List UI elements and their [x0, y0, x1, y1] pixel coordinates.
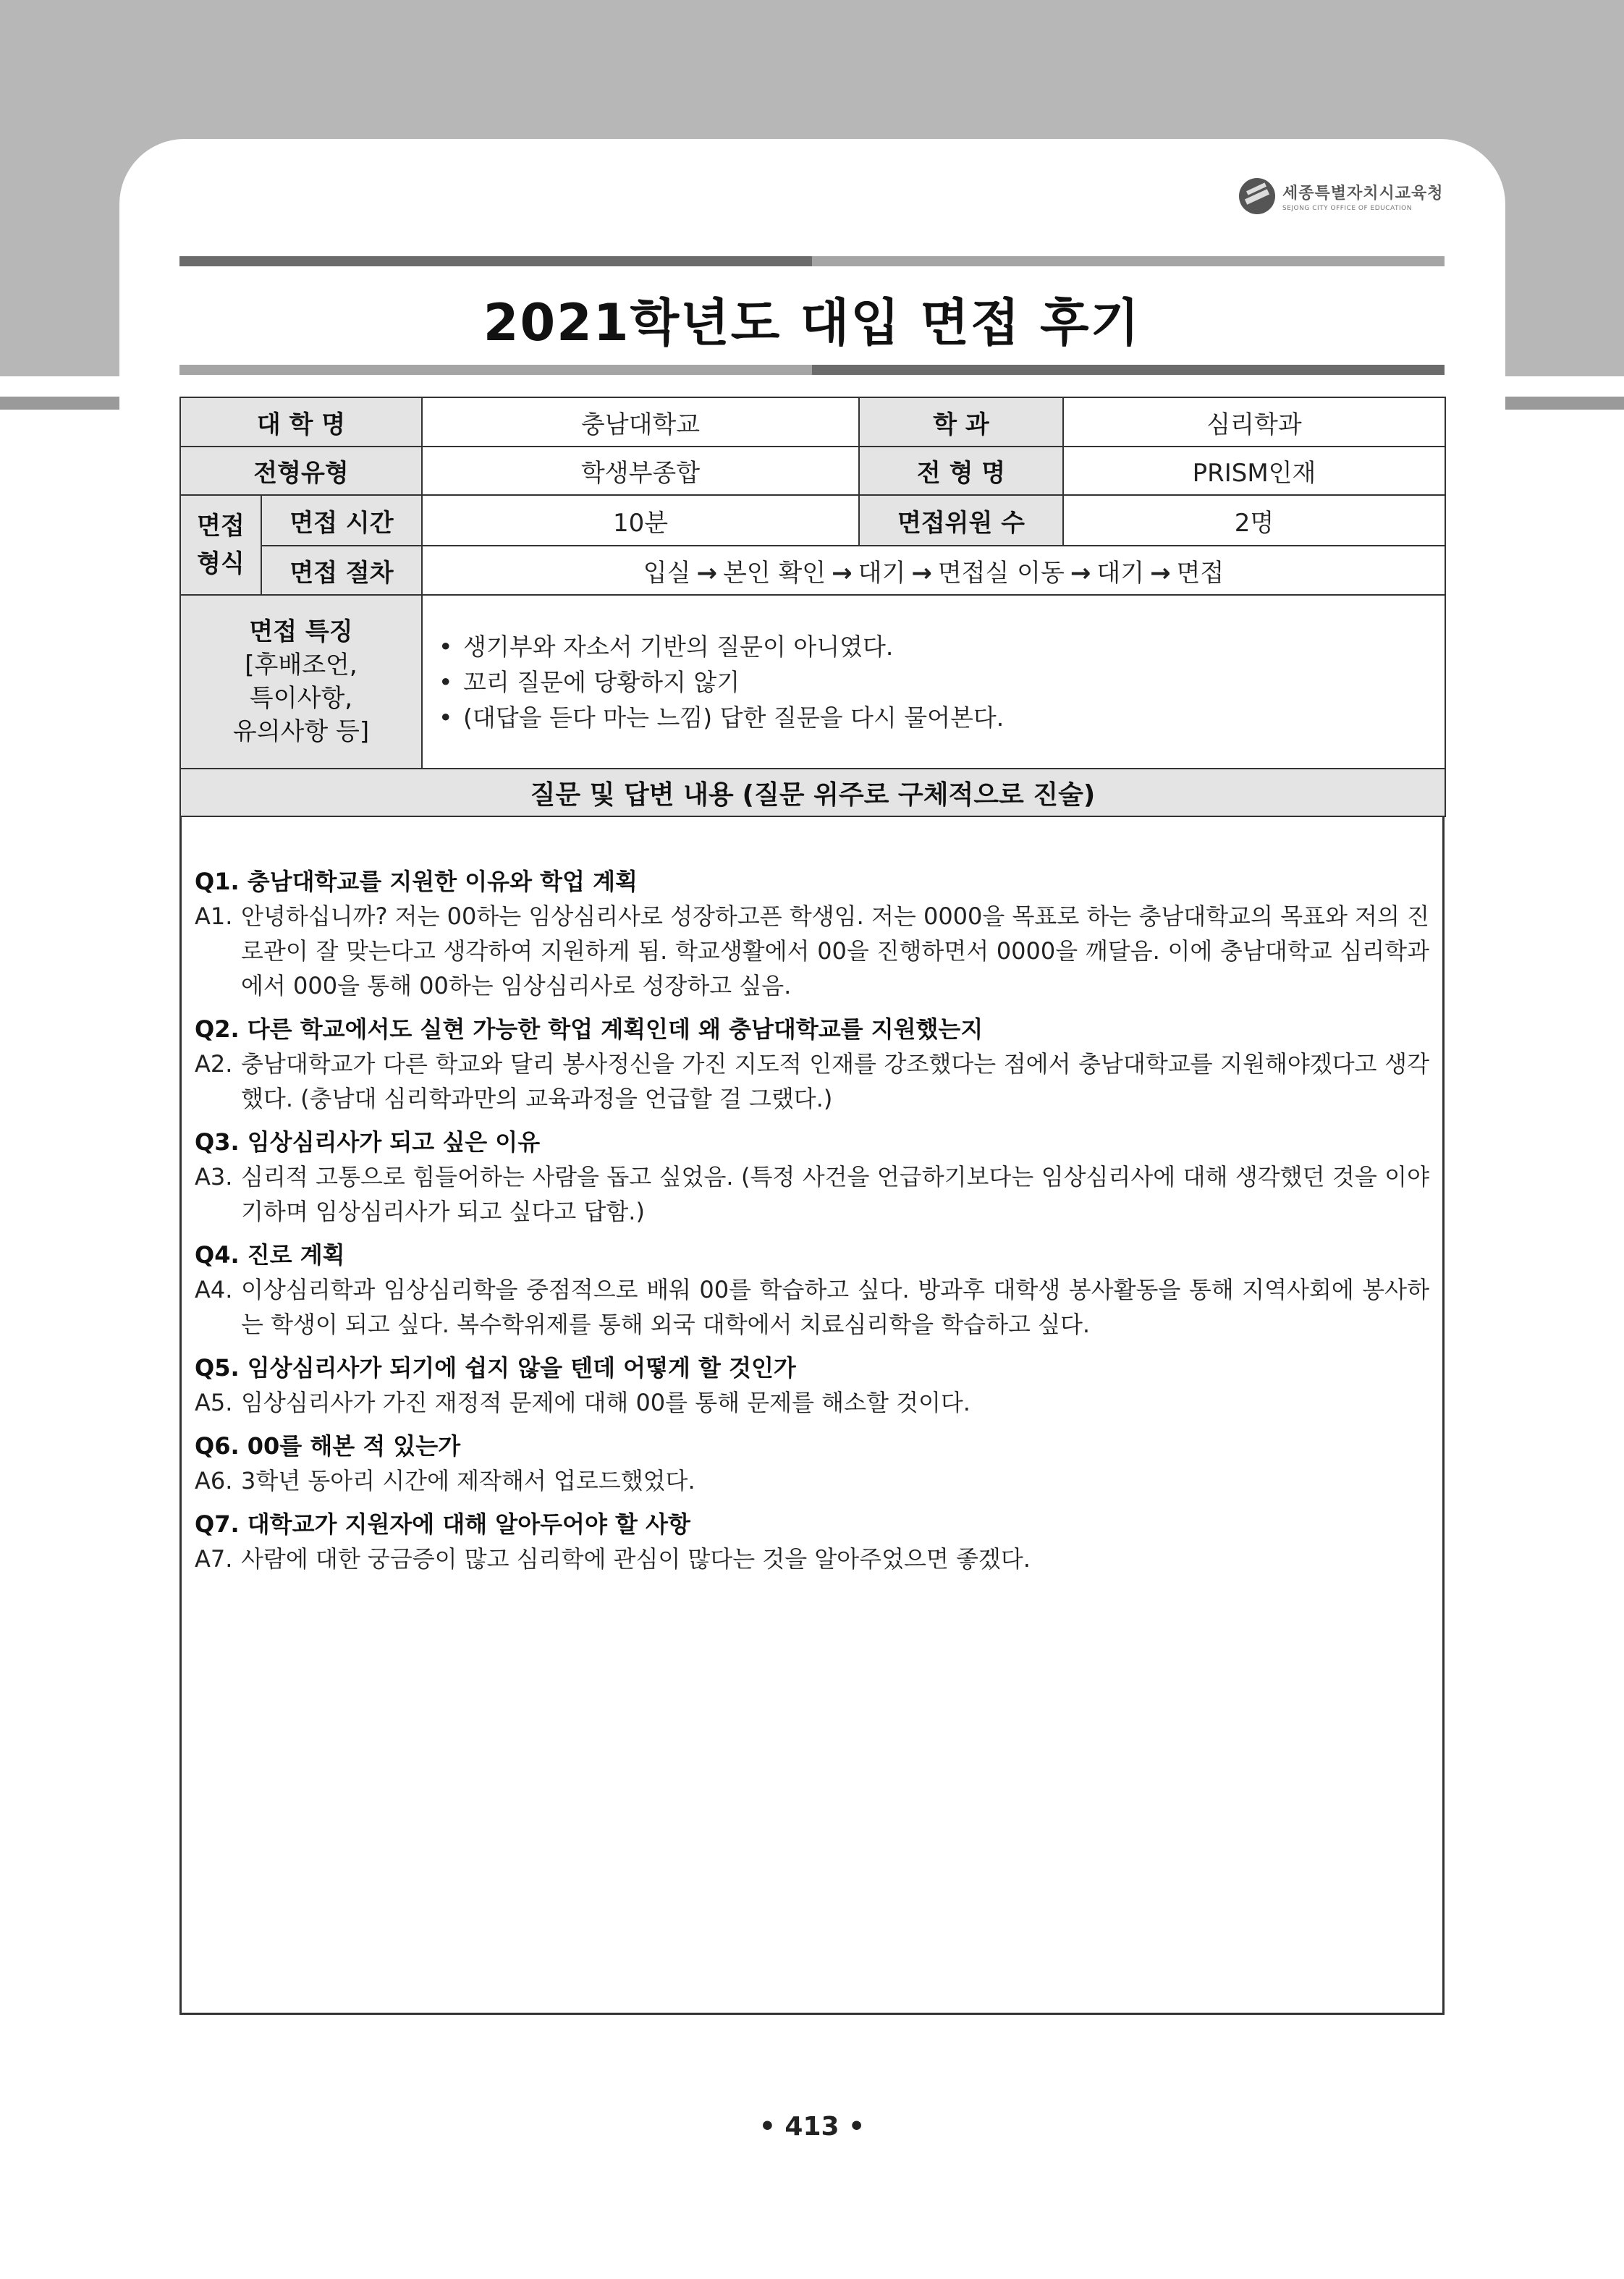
answer — [195, 1542, 1429, 1576]
admission-type-value: 학생부종합 — [422, 447, 859, 495]
page-number: • 413 • — [758, 2112, 866, 2141]
procedure-step: 면접실 이동 — [937, 558, 1065, 588]
procedure-step: 대기 — [858, 558, 906, 588]
interview-procedure-value — [422, 546, 1445, 595]
interview-format-label: 면접 형식 — [180, 495, 261, 595]
question-text: Q7. 대학교가 지원자에 대해 알아두어야 할 사항 — [195, 1510, 690, 1538]
right-decor-stripe — [1505, 397, 1624, 410]
answer — [195, 1272, 1429, 1342]
row-university — [180, 397, 1445, 447]
answer-label: A6. — [195, 1467, 233, 1494]
row-interview-features — [180, 595, 1445, 769]
answer-text: 이상심리학과 임상심리학을 중점적으로 배워 00를 학습하고 싶다. 방과후 대학생 봉사활동을 통해 지역사회에 봉사하는 학생이 되고 싶다. 복수학위제를 통해 외국 대학에서 치료심리학을 학습하고 싶다. — [241, 1276, 1429, 1338]
interview-time-value: 10분 — [422, 495, 859, 546]
page-title: 2021학년도 대입 면접 후기 — [483, 293, 1141, 352]
title-bottom-rule — [179, 365, 1445, 375]
arrow-right-icon: → — [1150, 558, 1171, 588]
university-label: 대 학 명 — [180, 397, 422, 447]
arrow-right-icon: → — [696, 558, 717, 588]
admission-type-label: 전형유형 — [180, 447, 422, 495]
answer — [195, 1047, 1429, 1116]
qa-header-subtitle: (질문 위주로 구체적으로 진술) — [742, 779, 1096, 810]
question-text: Q5. 임상심리사가 되기에 쉽지 않을 텐데 어떻게 할 것인가 — [195, 1354, 796, 1382]
feature-item: • 꼬리 질문에 당황하지 않기 — [439, 664, 1445, 700]
question-text: Q2. 다른 학교에서도 실현 가능한 학업 계획인데 왜 충남대학교를 지원했는지 — [195, 1015, 984, 1043]
question-text: Q4. 진로 계획 — [195, 1241, 345, 1269]
answer-label: A5. — [195, 1389, 233, 1416]
answer-text: 사람에 대한 궁금증이 많고 심리학에 관심이 많다는 것을 알아주었으면 좋겠다. — [241, 1545, 1031, 1573]
logo-org-name-en: SEJONG CITY OFFICE OF EDUCATION — [1282, 204, 1412, 212]
qa-item — [195, 864, 1429, 1003]
features-label-line: 면접 특징 — [249, 617, 353, 646]
logo-org-name-kr: 세종특별자치시교육청 — [1282, 184, 1444, 203]
admission-name-label: 전 형 명 — [859, 447, 1063, 495]
qa-item — [195, 1507, 1429, 1576]
title-top-rule — [179, 256, 1445, 266]
answer-text: 3학년 동아리 시간에 제작해서 업로드했었다. — [241, 1467, 695, 1494]
answer — [195, 1385, 1429, 1420]
interviewers-label: 면접위원 수 — [859, 495, 1063, 546]
answer-label: A4. — [195, 1276, 233, 1303]
feature-item: • (대답을 듣다 마는 느낌) 답한 질문을 다시 물어본다. — [439, 700, 1445, 735]
procedure-step: 면접 — [1176, 558, 1225, 588]
row-interview-time — [180, 495, 1445, 546]
office-logo — [1239, 178, 1444, 214]
features-label — [180, 595, 422, 769]
department-value: 심리학과 — [1063, 397, 1445, 447]
interview-time-label: 면접 시간 — [261, 495, 422, 546]
answer-text: 안녕하십니까? 저는 00하는 임상심리사로 성장하고픈 학생임. 저는 0000을 목표로 하는 충남대학교의 목표와 저의 진로관이 잘 맞는다고 생각하여 지원하게 됨. 학교생활에서 00을 진행하면서 0000을 깨달음. 이에 충남대학교 심리학과에서 000을 통해 00하는 임상심리사로 성장하고 싶음. — [241, 902, 1429, 999]
department-label: 학 과 — [859, 397, 1063, 447]
answer-label: A2. — [195, 1050, 233, 1078]
answer-text: 심리적 고통으로 힘들어하는 사람을 돕고 싶었음. (특정 사건을 언급하기보다는 임상심리사에 대해 생각했던 것을 이야기하며 임상심리사가 되고 싶다고 답함.) — [241, 1163, 1429, 1225]
answer-text: 임상심리사가 가진 재정적 문제에 대해 00를 통해 문제를 해소할 것이다. — [241, 1389, 970, 1416]
interview-procedure-label: 면접 절차 — [261, 546, 422, 595]
procedure-step: 입실 — [643, 558, 691, 588]
features-label-line: [후배조언, — [245, 651, 358, 680]
qa-header-title: 질문 및 답변 내용 — [530, 779, 734, 810]
features-value — [422, 595, 1445, 769]
interview-info-table — [179, 397, 1446, 817]
qa-content-box — [179, 816, 1445, 2015]
interviewers-value: 2명 — [1063, 495, 1445, 546]
procedure-step: 대기 — [1096, 558, 1145, 588]
arrow-right-icon: → — [832, 558, 853, 588]
answer-text: 충남대학교가 다른 학교와 달리 봉사정신을 가진 지도적 인재를 강조했다는 점에서 충남대학교를 지원해야겠다고 생각했다. (충남대 심리학과만의 교육과정을 언급할 걸 그랬다.) — [241, 1050, 1429, 1112]
answer-label: A7. — [195, 1545, 233, 1573]
qa-section-header — [180, 769, 1445, 816]
qa-item — [195, 1125, 1429, 1229]
answer — [195, 899, 1429, 1003]
row-admission — [180, 447, 1445, 495]
qa-item — [195, 1429, 1429, 1498]
arrow-right-icon: → — [911, 558, 932, 588]
qa-item — [195, 1012, 1429, 1116]
answer-label: A3. — [195, 1163, 233, 1191]
question-text: Q6. 00를 해본 적 있는가 — [195, 1432, 461, 1460]
answer-label: A1. — [195, 902, 233, 930]
answer — [195, 1463, 1429, 1498]
question-text: Q1. 충남대학교를 지원한 이유와 학업 계획 — [195, 868, 638, 895]
feature-item: • 생기부와 자소서 기반의 질문이 아니였다. — [439, 629, 1445, 664]
qa-item — [195, 1238, 1429, 1342]
procedure-step: 본인 확인 — [722, 558, 826, 588]
arrow-right-icon: → — [1070, 558, 1091, 588]
question-text: Q3. 임상심리사가 되고 싶은 이유 — [195, 1128, 541, 1156]
admission-name-value: PRISM인재 — [1063, 447, 1445, 495]
features-label-line: 유의사항 등] — [232, 717, 370, 746]
features-label-line: 특이사항, — [249, 684, 353, 713]
features-list — [423, 629, 1445, 735]
university-value: 충남대학교 — [422, 397, 859, 447]
answer — [195, 1159, 1429, 1229]
row-qa-header — [180, 769, 1445, 816]
office-emblem-icon — [1239, 178, 1275, 214]
qa-item — [195, 1350, 1429, 1420]
row-interview-procedure — [180, 546, 1445, 595]
